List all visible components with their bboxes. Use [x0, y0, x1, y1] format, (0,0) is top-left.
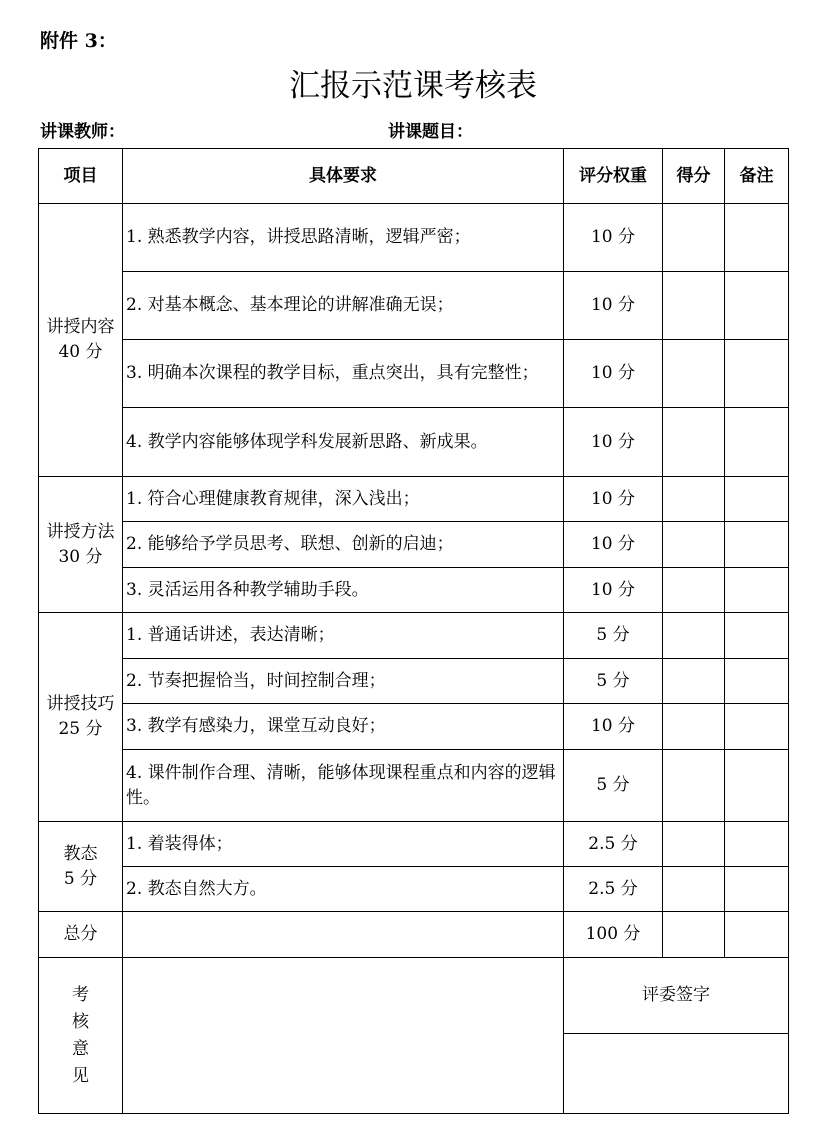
score-cell[interactable]	[663, 822, 725, 867]
remarks-cell[interactable]	[725, 704, 789, 750]
evaluation-table	[38, 148, 789, 1114]
score-cell[interactable]	[663, 408, 725, 477]
category-cell	[39, 204, 123, 477]
remarks-cell[interactable]	[725, 867, 789, 912]
score-cell[interactable]	[663, 522, 725, 568]
remarks-cell[interactable]	[725, 272, 789, 340]
category-cell	[39, 822, 123, 912]
opinion-text-cell[interactable]	[123, 958, 564, 1114]
topic-label: 讲课题目：	[388, 122, 473, 142]
requirement-cell: 4. 教学内容能够体现学科发展新思路、新成果。	[123, 408, 564, 477]
total-remarks-cell[interactable]	[725, 912, 789, 958]
score-cell[interactable]	[663, 272, 725, 340]
weight-cell: 2.5 分	[564, 867, 663, 912]
category-cell	[39, 613, 123, 822]
category-cell	[39, 477, 123, 613]
weight-cell: 2.5 分	[564, 822, 663, 867]
requirement-cell: 1. 着装得体；	[123, 822, 564, 867]
remarks-cell[interactable]	[725, 568, 789, 613]
category-points: 40 分	[58, 342, 103, 362]
header-weight: 评分权重	[564, 149, 663, 204]
score-cell[interactable]	[663, 867, 725, 912]
header-score: 得分	[663, 149, 725, 204]
category-points: 5 分	[63, 868, 98, 889]
weight-cell: 5 分	[564, 750, 663, 822]
category-name: 教态	[63, 843, 98, 864]
weight-cell: 5 分	[564, 613, 663, 659]
remarks-cell[interactable]	[725, 522, 789, 568]
score-cell[interactable]	[663, 659, 725, 704]
judge-signature-cell[interactable]	[564, 1034, 789, 1114]
judge-signature-label: 评委签字	[564, 958, 789, 1034]
opinion-char: 见	[72, 1065, 89, 1086]
header-remarks: 备注	[725, 149, 789, 204]
requirement-cell: 2. 对基本概念、基本理论的讲解准确无误；	[123, 272, 564, 340]
requirement-cell: 1. 符合心理健康教育规律，深入浅出；	[123, 477, 564, 522]
teacher-label: 讲课教师：	[40, 122, 125, 142]
requirement-cell: 3. 灵活运用各种教学辅助手段。	[123, 568, 564, 613]
weight-cell: 10 分	[564, 522, 663, 568]
total-score-cell[interactable]	[663, 912, 725, 958]
weight-cell: 10 分	[564, 477, 663, 522]
remarks-cell[interactable]	[725, 613, 789, 659]
category-name: 讲授内容	[46, 317, 115, 337]
opinion-char: 核	[72, 1011, 89, 1032]
category-points: 25 分	[58, 719, 103, 739]
requirement-cell: 1. 熟悉教学内容，讲授思路清晰，逻辑严密；	[123, 204, 564, 272]
requirement-cell: 3. 教学有感染力，课堂互动良好；	[123, 704, 564, 750]
requirement-cell: 1. 普通话讲述，表达清晰；	[123, 613, 564, 659]
category-name: 讲授技巧	[46, 694, 115, 714]
total-weight: 100 分	[564, 912, 663, 958]
weight-cell: 5 分	[564, 659, 663, 704]
requirement-cell: 4. 课件制作合理、清晰，能够体现课程重点和内容的逻辑性。	[123, 750, 564, 822]
header-item: 项目	[39, 149, 123, 204]
weight-cell: 10 分	[564, 704, 663, 750]
remarks-cell[interactable]	[725, 822, 789, 867]
score-cell[interactable]	[663, 613, 725, 659]
requirement-cell: 2. 节奏把握恰当，时间控制合理；	[123, 659, 564, 704]
total-label: 总分	[39, 912, 123, 958]
requirement-cell: 2. 能够给予学员思考、联想、创新的启迪；	[123, 522, 564, 568]
score-cell[interactable]	[663, 204, 725, 272]
weight-cell: 10 分	[564, 340, 663, 408]
category-points: 30 分	[58, 546, 103, 567]
requirement-cell: 2. 教态自然大方。	[123, 867, 564, 912]
attachment-label: 附件 3：	[40, 30, 117, 52]
weight-cell: 10 分	[564, 568, 663, 613]
page-title: 汇报示范课考核表	[289, 68, 537, 104]
remarks-cell[interactable]	[725, 340, 789, 408]
opinion-label	[39, 958, 123, 1114]
score-cell[interactable]	[663, 568, 725, 613]
weight-cell: 10 分	[564, 408, 663, 477]
remarks-cell[interactable]	[725, 204, 789, 272]
score-cell[interactable]	[663, 477, 725, 522]
remarks-cell[interactable]	[725, 659, 789, 704]
remarks-cell[interactable]	[725, 477, 789, 522]
opinion-char: 考	[72, 984, 89, 1005]
weight-cell: 10 分	[564, 204, 663, 272]
category-name: 讲授方法	[46, 521, 115, 542]
remarks-cell[interactable]	[725, 750, 789, 822]
score-cell[interactable]	[663, 340, 725, 408]
opinion-char: 意	[72, 1038, 89, 1059]
requirement-cell: 3. 明确本次课程的教学目标，重点突出，具有完整性；	[123, 340, 564, 408]
header-requirements: 具体要求	[123, 149, 564, 204]
score-cell[interactable]	[663, 704, 725, 750]
remarks-cell[interactable]	[725, 408, 789, 477]
total-requirement-cell[interactable]	[123, 912, 564, 958]
weight-cell: 10 分	[564, 272, 663, 340]
score-cell[interactable]	[663, 750, 725, 822]
